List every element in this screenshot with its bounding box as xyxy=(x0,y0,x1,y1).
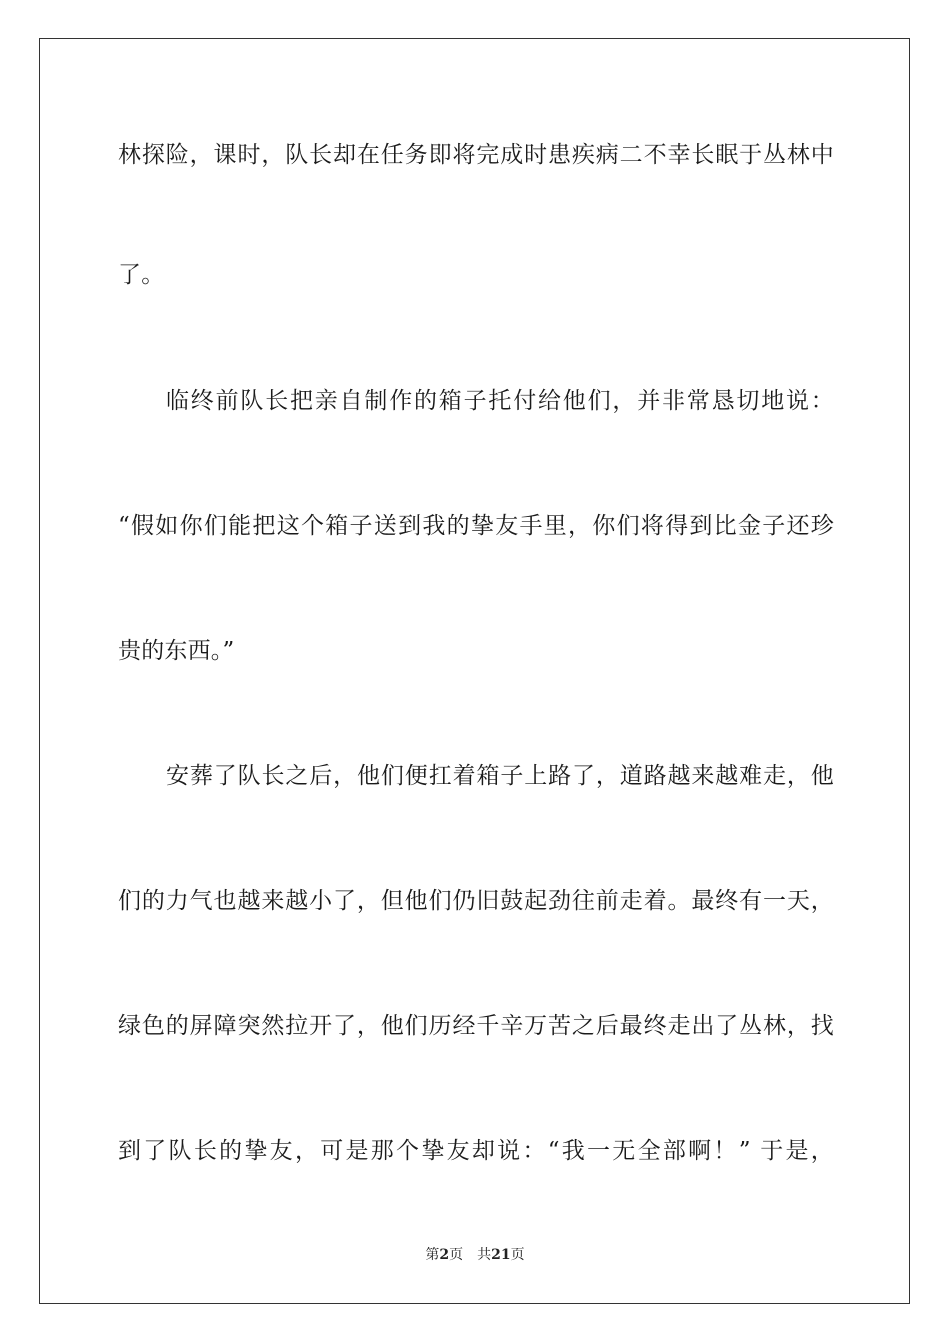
text-line-2: 了。 xyxy=(118,262,165,288)
text-line-7: 们的力气也越来越小了，但他们仍旧鼓起劲往前走着。最终有一天， xyxy=(118,888,834,914)
text-line-1: 林探险，课时，队长却在任务即将完成时患疾病二不幸长眠于丛林中 xyxy=(118,142,834,168)
text-line-9: 到了队长的挚友，可是那个挚友却说：“我一无全部啊！” 于是， xyxy=(118,1138,834,1164)
text-line-6: 安葬了队长之后，他们便扛着箱子上路了，道路越来越难走，他 xyxy=(166,763,834,789)
total-label-suffix: 页 xyxy=(510,1247,525,1263)
page-footer xyxy=(0,1245,950,1265)
text-line-8: 绿色的屏障突然拉开了，他们历经千辛万苦之后最终走出了丛林，找 xyxy=(118,1013,834,1039)
total-label-prefix: 共 xyxy=(477,1247,492,1263)
page-label-prefix: 第 xyxy=(425,1247,440,1263)
total-pages: 21 xyxy=(491,1247,511,1263)
page-border xyxy=(39,38,910,1304)
text-line-5: 贵的东西。” xyxy=(118,638,235,664)
text-line-4: “假如你们能把这个箱子送到我的挚友手里，你们将得到比金子还珍 xyxy=(118,513,834,539)
text-line-3: 临终前队长把亲自制作的箱子托付给他们，并非常恳切地说： xyxy=(166,388,834,414)
page-label-suffix: 页 xyxy=(449,1247,464,1263)
page-number: 2 xyxy=(439,1247,450,1263)
